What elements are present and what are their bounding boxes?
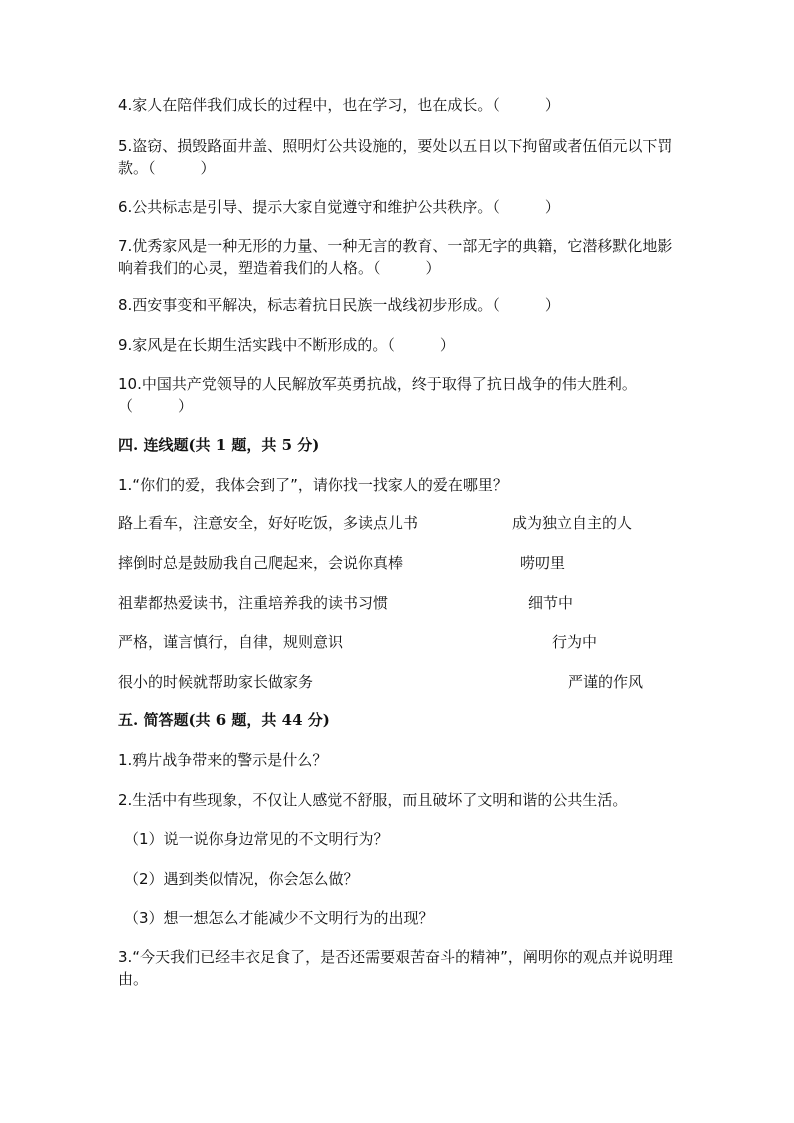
matching-left-item: 路上看车，注意安全，好好吃饭，多读点儿书 bbox=[118, 514, 419, 532]
short-answer-q1: 1.鸦片战争带来的警示是什么？ bbox=[118, 751, 328, 769]
matching-left-item: 祖辈都热爱读书，注重培养我的读书习惯 bbox=[118, 594, 389, 612]
judgment-item-5: 5.盗窃、损毁路面井盖、照明灯公共设施的，要处以五日以下拘留或者伍佰元以下罚款。（ ） bbox=[118, 137, 673, 177]
judgment-item-6: 6.公共标志是引导、提示大家自觉遵守和维护公共秩序。（ ） bbox=[118, 198, 560, 216]
section-heading-matching: 四. 连线题(共 1 题，共 5 分) bbox=[118, 436, 320, 454]
matching-left-item: 严格，谨言慎行，自律，规则意识 bbox=[118, 633, 344, 651]
section-heading-short-answer: 五. 简答题(共 6 题，共 44 分) bbox=[118, 711, 330, 729]
matching-right-item: 行为中 bbox=[552, 633, 598, 651]
short-answer-q2-sub: （3）想一想怎么才能减少不文明行为的出现？ bbox=[124, 909, 434, 927]
short-answer-q2: 2.生活中有些现象，不仅让人感觉不舒服，而且破坏了文明和谐的公共生活。 bbox=[118, 791, 628, 809]
matching-right-item: 唠叨里 bbox=[520, 554, 566, 572]
matching-right-item: 严谨的作风 bbox=[568, 673, 644, 691]
matching-question: 1.“你们的爱，我体会到了”，请你找一找家人的爱在哪里？ bbox=[118, 476, 508, 494]
judgment-item-8: 8.西安事变和平解决，标志着抗日民族一战线初步形成。（ ） bbox=[118, 296, 560, 314]
short-answer-q2-sub: （2）遇到类似情况，你会怎么做？ bbox=[124, 870, 359, 888]
short-answer-q2-sub: （1）说一说你身边常见的不文明行为？ bbox=[124, 830, 389, 848]
matching-right-item: 细节中 bbox=[528, 594, 574, 612]
judgment-item-10: 10.中国共产党领导的人民解放军英勇抗战，终于取得了抗日战争的伟大胜利。（ ） bbox=[118, 375, 637, 415]
matching-left-item: 很小的时候就帮助家长做家务 bbox=[118, 673, 314, 691]
short-answer-q3: 3.“今天我们已经丰衣足食了，是否还需要艰苦奋斗的精神”，阐明你的观点并说明理由。 bbox=[118, 948, 673, 988]
judgment-item-4: 4.家人在陪伴我们成长的过程中，也在学习，也在成长。（ ） bbox=[118, 96, 560, 114]
judgment-item-7: 7.优秀家风是一种无形的力量、一种无言的教育、一部无字的典籍，它潜移默化地影响着我们的心灵，塑造着我们的人格。（ ） bbox=[118, 237, 673, 277]
matching-right-item: 成为独立自主的人 bbox=[512, 514, 633, 532]
matching-left-item: 摔倒时总是鼓励我自己爬起来，会说你真棒 bbox=[118, 554, 404, 572]
judgment-item-9: 9.家风是在长期生活实践中不断形成的。（ ） bbox=[118, 336, 455, 354]
